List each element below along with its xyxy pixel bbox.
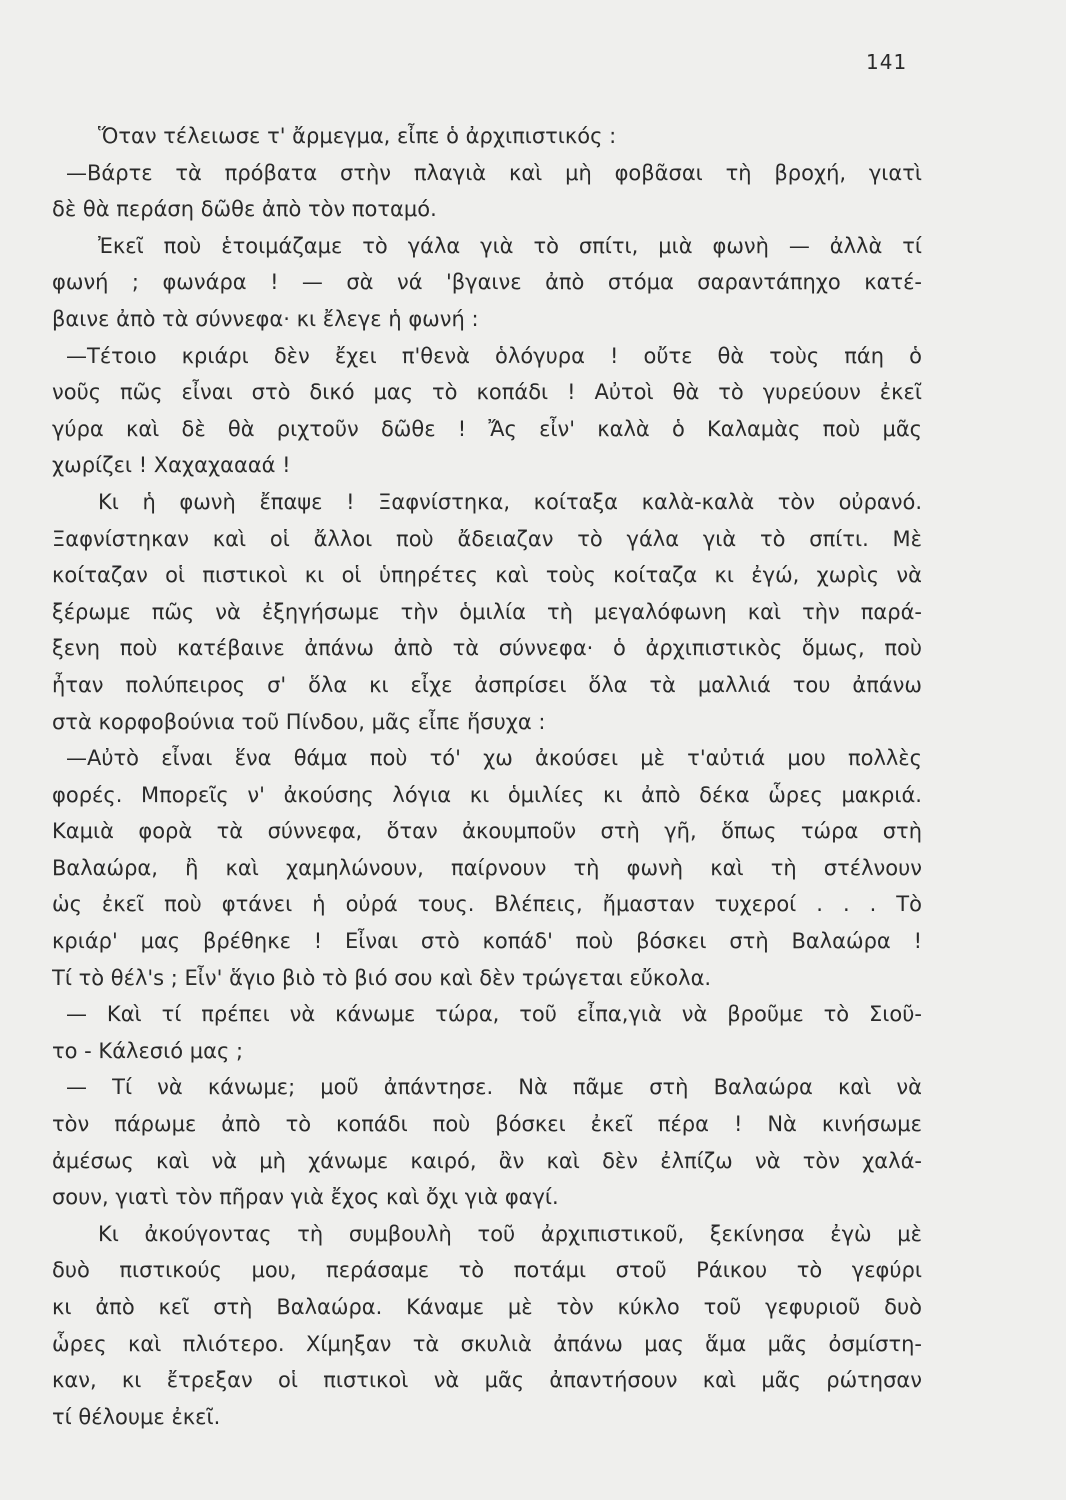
text-line: ὡς ἐκεῖ ποὺ φτάνει ἡ οὐρά τους. Βλέπεις, ἤμασταν τυχεροί . . . Τὸ bbox=[52, 892, 922, 917]
text-line: στὰ κορφοβούνια τοῦ Πίνδου, μᾶς εἶπε ἥσυχα : bbox=[52, 709, 546, 734]
text-line: φωνή ; φωνάρα ! — σὰ νά 'βγαινε ἀπὸ στόμα σαραντάπηχο κατέ- bbox=[52, 270, 922, 295]
text-line: ξέρωμε πῶς νὰ ἐξηγήσωμε τὴν ὁμιλία τὴ μεγαλόφωνη καὶ τὴν παρά- bbox=[52, 599, 922, 624]
text-line: δὲ θὰ περάση δῶθε ἀπὸ τὸν ποταμό. bbox=[52, 197, 437, 222]
text-line: βαινε ἀπὸ τὰ σύννεφα· κι ἔλεγε ἡ φωνή : bbox=[52, 306, 479, 331]
text-line: —Αὐτὸ εἶναι ἕνα θάμα ποὺ τό' χω ἀκούσει μὲ τ'αὐτιά μου πολλὲς bbox=[66, 746, 922, 771]
text-line: το - Κάλεσιό μας ; bbox=[52, 1038, 244, 1063]
page-number: 141 bbox=[866, 50, 908, 74]
text-line: Καμιὰ φορὰ τὰ σύννεφα, ὅταν ἀκουμποῦν στὴ γῆ, ὅπως τώρα στὴ bbox=[52, 819, 922, 844]
text-line: Κι ἀκούγοντας τὴ συμβουλὴ τοῦ ἀρχιπιστικοῦ, ξεκίνησα ἐγὼ μὲ bbox=[98, 1221, 922, 1246]
text-line: ὧρες καὶ πλιότερο. Χίμηξαν τὰ σκυλιὰ ἀπάνω μας ἅμα μᾶς ὀσμίστη- bbox=[52, 1331, 922, 1356]
text-line: νοῦς πῶς εἶναι στὸ δικό μας τὸ κοπάδι ! Αὐτοὶ θὰ τὸ γυρεύουν ἐκεῖ bbox=[52, 380, 922, 405]
text-line: τὸν πάρωμε ἀπὸ τὸ κοπάδι ποὺ βόσκει ἐκεῖ πέρα ! Νὰ κινήσωμε bbox=[52, 1112, 922, 1137]
text-line: Βαλαώρα, ἢ καὶ χαμηλώνουν, παίρνουν τὴ φωνὴ καὶ τὴ στέλνουν bbox=[52, 855, 922, 880]
text-line: φορές. Μπορεῖς ν' ἀκούσης λόγια κι ὁμιλίες κι ἀπὸ δέκα ὧρες μακριά. bbox=[52, 782, 922, 807]
text-line: σουν, γιατὶ τὸν πῆραν γιὰ ἔχος καὶ ὄχι γιὰ φαγί. bbox=[52, 1185, 559, 1210]
text-line: δυὸ πιστικούς μου, περάσαμε τὸ ποτάμι στοῦ Ράικου τὸ γεφύρι bbox=[52, 1258, 922, 1283]
text-line: κι ἀπὸ κεῖ στὴ Βαλαώρα. Κάναμε μὲ τὸν κύκλο τοῦ γεφυριοῦ δυὸ bbox=[52, 1295, 922, 1319]
text-line: Ἐκεῖ ποὺ ἑτοιμάζαμε τὸ γάλα γιὰ τὸ σπίτι, μιὰ φωνὴ — ἀλλὰ τί bbox=[98, 233, 922, 258]
text-line: κοίταζαν οἱ πιστικοὶ κι οἱ ὑπηρέτες καὶ τοὺς κοίταζα κι ἐγώ, χωρὶς νὰ bbox=[52, 563, 922, 588]
text-line: Ὅταν τέλειωσε τ' ἄρμεγμα, εἶπε ὁ ἀρχιπιστικός : bbox=[98, 124, 617, 148]
text-line: ἀμέσως καὶ νὰ μὴ χάνωμε καιρό, ἂν καὶ δὲν ἐλπίζω νὰ τὸν χαλά- bbox=[52, 1148, 922, 1173]
body-text bbox=[52, 118, 922, 1435]
text-line: Τί τὸ θέλ's ; Εἶν' ἅγιο βιὸ τὸ βιό σου καὶ δὲν τρώγεται εὔκολα. bbox=[52, 965, 712, 990]
text-line: κριάρ' μας βρέθηκε ! Εἶναι στὸ κοπάδ' ποὺ βόσκει στὴ Βαλαώρα ! bbox=[52, 929, 922, 954]
text-line: ξενη ποὺ κατέβαινε ἀπάνω ἀπὸ τὰ σύννεφα· ὁ ἀρχιπιστικὸς ὅμως, ποὺ bbox=[52, 636, 922, 661]
text-line: — Καὶ τί πρέπει νὰ κάνωμε τώρα, τοῦ εἶπα,γιὰ νὰ βροῦμε τὸ Σιοῦ- bbox=[66, 1002, 922, 1027]
text-line: τί θέλουμε ἐκεῖ. bbox=[52, 1404, 221, 1429]
text-line: —Τέτοιο κριάρι δὲν ἔχει π'θενὰ ὁλόγυρα ! οὔτε θὰ τοὺς πάη ὁ bbox=[66, 343, 922, 368]
text-line: Ξαφνίστηκαν καὶ οἱ ἄλλοι ποὺ ἄδειαζαν τὸ γάλα γιὰ τὸ σπίτι. Μὲ bbox=[52, 526, 922, 551]
text-line: χωρίζει ! Χαχαχαααά ! bbox=[52, 453, 291, 478]
text-line: — Τί νὰ κάνωμε; μοῦ ἀπάντησε. Νὰ πᾶμε στὴ Βαλαώρα καὶ νὰ bbox=[66, 1075, 922, 1100]
text-line: —Βάρτε τὰ πρόβατα στὴν πλαγιὰ καὶ μὴ φοβᾶσαι τὴ βροχή, γιατὶ bbox=[66, 160, 922, 185]
text-line: ἦταν πολύπειρος σ' ὅλα κι εἶχε ἀσπρίσει ὅλα τὰ μαλλιά του ἀπάνω bbox=[52, 672, 922, 697]
text-line: γύρα καὶ δὲ θὰ ριχτοῦν δῶθε ! Ἄς εἶν' καλὰ ὁ Καλαμὰς ποὺ μᾶς bbox=[52, 416, 922, 441]
text-line: καν, κι ἔτρεξαν οἱ πιστικοὶ νὰ μᾶς ἀπαντήσουν καὶ μᾶς ρώτησαν bbox=[52, 1368, 922, 1393]
text-line: Κι ἡ φωνὴ ἔπαψε ! Ξαφνίστηκα, κοίταξα καλὰ-καλὰ τὸν οὐρανό. bbox=[98, 489, 922, 514]
